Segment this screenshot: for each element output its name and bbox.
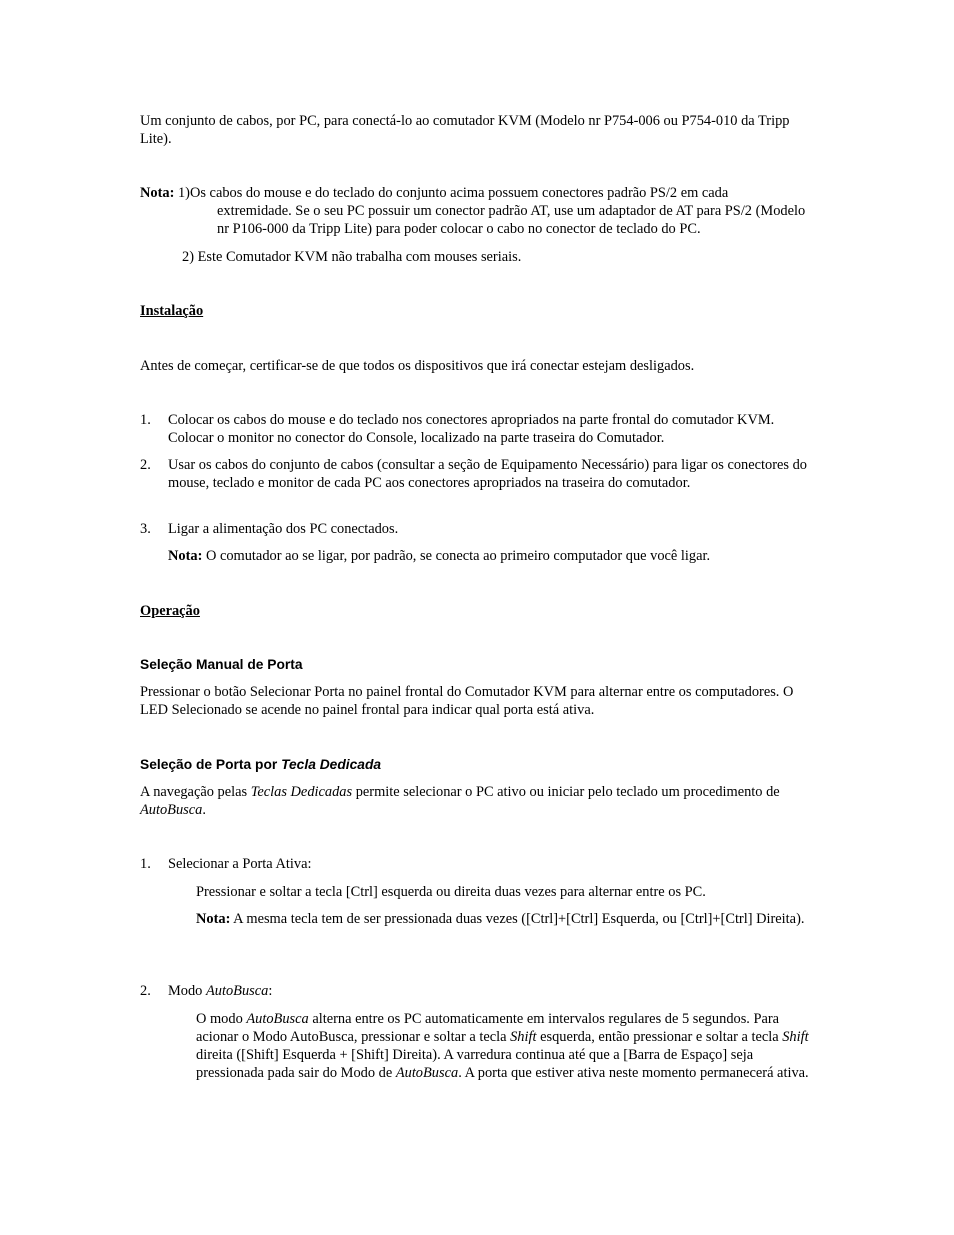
- autobusca-text-c: alterna entre os PC automaticamente em intervalos regulares de 5 segundos. Para acionar o Modo AutoBusca, pressionar e soltar a tecla: [196, 1011, 780, 1045]
- op-item-2-title-suffix: :: [268, 983, 273, 999]
- hotkey-heading-italic: Tecla Dedicada: [281, 757, 382, 772]
- step-3-number: 3.: [140, 521, 151, 537]
- autobusca-text-i: . A porta que estiver ativa neste momento permanecerá ativa.: [458, 1065, 809, 1081]
- instalacao-note-label: Nota:: [168, 548, 203, 564]
- op-item-1-note: [196, 910, 812, 928]
- hotkey-intro-italic2: AutoBusca: [140, 802, 203, 818]
- operacao-heading: Operação: [140, 603, 200, 619]
- hotkey-heading: [140, 756, 812, 774]
- op-item-1-title: Selecionar a Porta Ativa:: [168, 856, 312, 872]
- op-item-2-title: [168, 982, 812, 1000]
- op-item-1-text: Pressionar e soltar a tecla [Ctrl] esquerda ou direita duas vezes para alternar entre os PC.: [196, 884, 706, 900]
- step-1-text: Colocar os cabos do mouse e do teclado nos conectores apropriados na parte frontal do comutador KVM. Colocar o monitor no conector do Console, localizado na parte traseira do Comutador.: [168, 412, 775, 446]
- op-item-1-number: 1.: [140, 856, 151, 872]
- instalacao-note-text: O comutador ao se ligar, por padrão, se conecta ao primeiro computador que você ligar.: [202, 548, 711, 564]
- hotkey-heading-prefix: Seleção de Porta por: [140, 757, 282, 772]
- nota-first-line: [140, 184, 812, 202]
- manual-text: Pressionar o botão Selecionar Porta no painel frontal do Comutador KVM para alternar entre os computadores. O LED Selecionado se acende no painel frontal para indicar qual porta está ativa.: [140, 684, 794, 718]
- op-item-2-title-italic: AutoBusca: [205, 983, 269, 999]
- autobusca-text-d: Shift: [510, 1029, 537, 1045]
- op-item-2-number: 2.: [140, 983, 151, 999]
- hotkey-intro-part1: A navegação pelas: [140, 784, 251, 800]
- autobusca-text-g: direita ([Shift] Esquerda + [Shift] Direita). A varredura continua até que a [Barra de Espaço] seja pressionada pada sair do Modo de: [196, 1047, 754, 1081]
- instalacao-note: [168, 547, 812, 565]
- nota-first-text: 1)Os cabos do mouse e do teclado do conjunto acima possuem conectores padrão PS/2 em cada: [174, 185, 729, 201]
- instalacao-heading: Instalação: [140, 303, 204, 319]
- hotkey-intro: [140, 783, 812, 819]
- nota-continuation: extremidade. Se o seu PC possuir um conector padrão AT, use um adaptador de AT para PS/2 (Modelo nr P106-000 da Tripp Lite) para poder colocar o cabo no conector de teclado do PC.: [217, 203, 806, 237]
- autobusca-text-f: Shift: [782, 1029, 809, 1045]
- autobusca-text-e: esquerda, então pressionar e soltar a tecla: [536, 1029, 783, 1045]
- op-item-1-note-label: Nota:: [196, 911, 231, 927]
- op-item-2-title-prefix: Modo: [168, 983, 206, 999]
- instalacao-intro: Antes de começar, certificar-se de que todos os dispositivos que irá conectar estejam desligados.: [140, 358, 695, 374]
- op-item-2-paragraph: [196, 1010, 812, 1082]
- op-item-1-note-text: A mesma tecla tem de ser pressionada duas vezes ([Ctrl]+[Ctrl] Esquerda, ou [Ctrl]+[Ctrl] Direita).: [230, 911, 805, 927]
- nota-label: Nota:: [140, 185, 175, 201]
- step-2-number: 2.: [140, 457, 151, 473]
- autobusca-text-a: O modo: [196, 1011, 247, 1027]
- autobusca-text-b: AutoBusca: [246, 1011, 309, 1027]
- hotkey-intro-italic1: Teclas Dedicadas: [250, 784, 353, 800]
- intro-paragraph: Um conjunto de cabos, por PC, para conectá-lo ao comutador KVM (Modelo nr P754-006 ou P754-010 da Tripp Lite).: [140, 113, 790, 147]
- nota-item-2: 2) Este Comutador KVM não trabalha com mouses seriais.: [182, 249, 522, 265]
- hotkey-intro-part3: .: [202, 802, 206, 818]
- autobusca-text-h: AutoBusca: [395, 1065, 459, 1081]
- step-1-number: 1.: [140, 412, 151, 428]
- hotkey-intro-part2: permite selecionar o PC ativo ou iniciar pelo teclado um procedimento de: [352, 784, 780, 800]
- step-3-text: Ligar a alimentação dos PC conectados.: [168, 521, 399, 537]
- step-2-text: Usar os cabos do conjunto de cabos (consultar a seção de Equipamento Necessário) para ligar os conectores do mouse, teclado e monitor de cada PC aos conectores apropriados na traseira do comutador.: [168, 457, 807, 491]
- manual-heading: Seleção Manual de Porta: [140, 657, 303, 672]
